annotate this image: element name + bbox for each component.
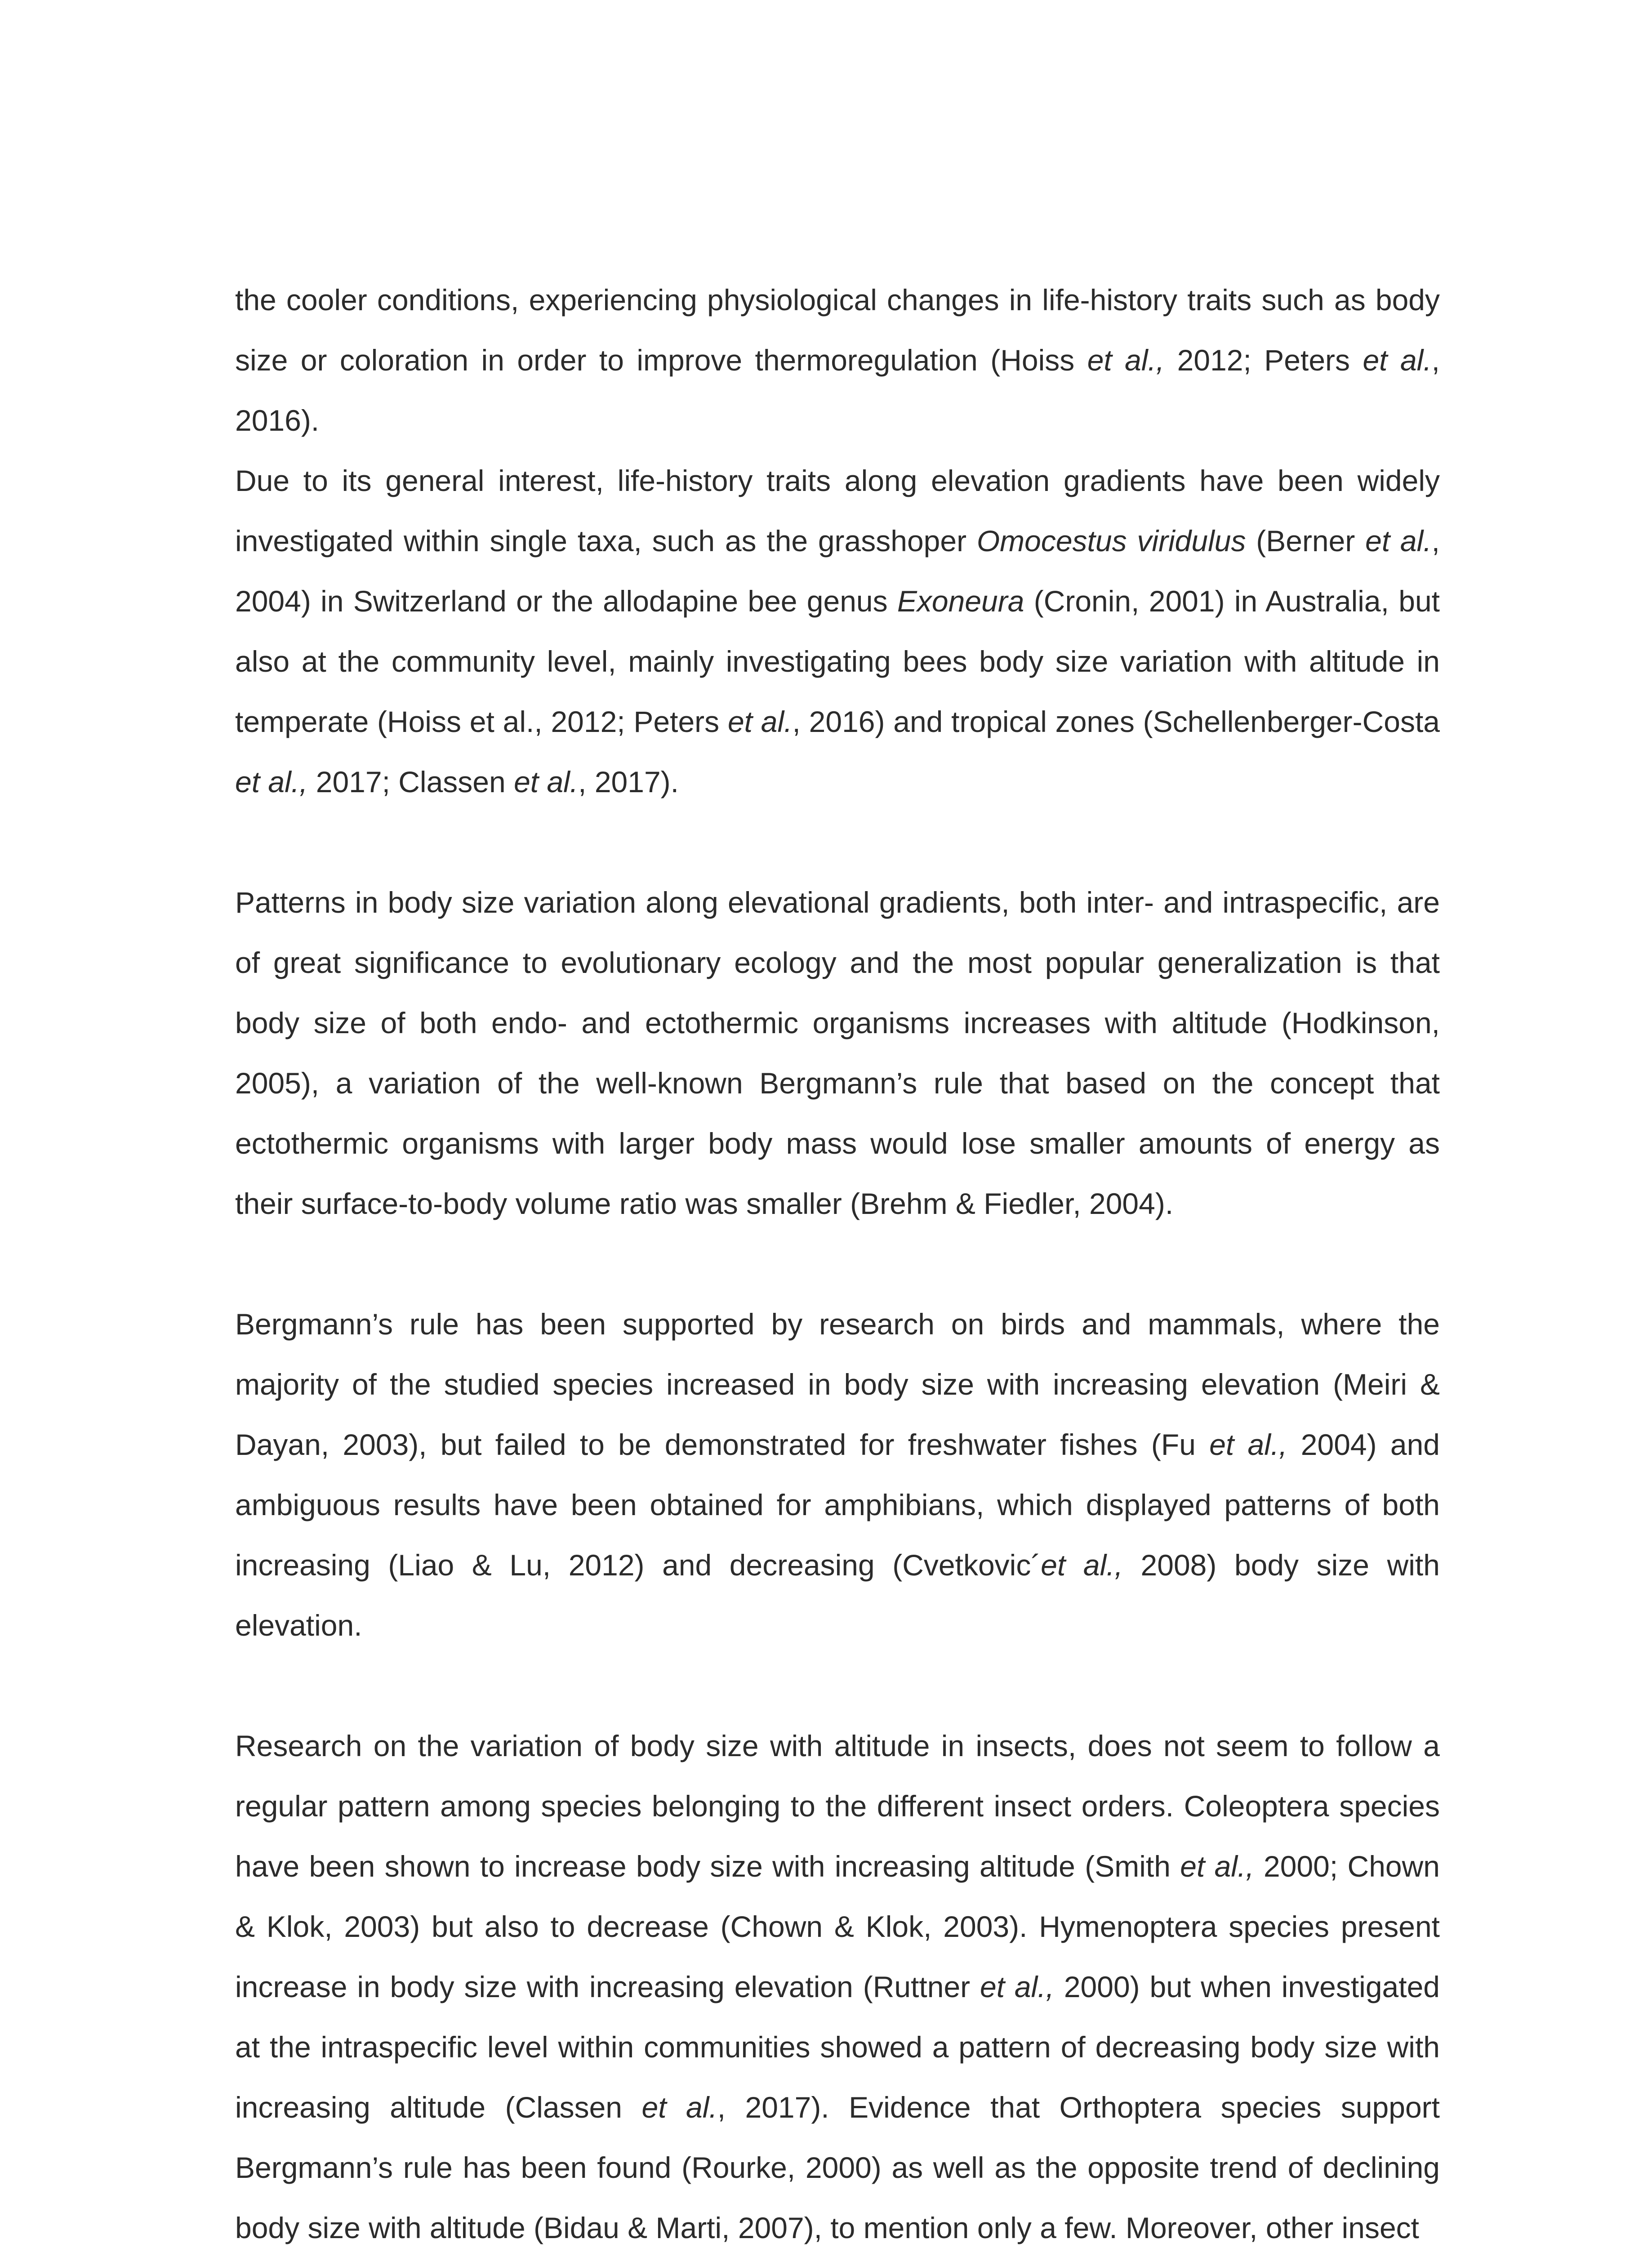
text-segment: Research on the variation of body size with altitude in insects, does not seem to follow a regular pattern among species belonging to the different insect orders. Coleoptera species have been shown to increase body size with increasing altitude (Smith — [235, 1729, 1440, 1883]
text-segment: Patterns in body size variation along elevational gradients, both inter- and intraspecific, are of great significance to evolutionary ecology and the most popular generalization is that body size of both endo- and ectothermic organisms increases with altitude (Hodkinson, 2005), a variation of the well-known Bergmann’s rule that based on the concept that ectothermic organisms with larger body mass would lose smaller amounts of energy as their surface-to-body volume ratio was smaller (Brehm & Fiedler, 2004). — [235, 886, 1440, 1220]
paragraph-5 — [235, 1716, 1440, 2248]
text-segment: , 2017). Evidence that Orthoptera species support Bergmann’s rule has been found (Rourke, 2000) as well as the opposite trend of declining body size with altitude (Bidau & Marti, 2007), to mention only a few. Moreover, other insect — [235, 2091, 1440, 2244]
text-segment: , 2016) and tropical zones (Schellenberger-Costa — [792, 705, 1440, 738]
text-segment: 2004) and ambiguous results have been obtained for amphibians, which displayed patterns of both increasing (Liao & Lu, 2012) and decreasing (Cvetkovic´ — [235, 1428, 1440, 1582]
citation-italic: et al. — [514, 765, 579, 798]
citation-italic: et al., — [1209, 1428, 1287, 1461]
citation-italic: et al., — [1087, 343, 1165, 377]
text-segment: , 2017). — [578, 765, 679, 798]
citation-italic: et al., — [1041, 1548, 1123, 1582]
citation-italic: et al., — [980, 1970, 1054, 2003]
citation-italic: et al. — [641, 2091, 717, 2124]
paragraph-2 — [235, 450, 1440, 812]
text-segment: 2012; Peters — [1164, 343, 1363, 377]
paragraph-1 — [235, 270, 1440, 450]
text-segment: the cooler conditions, experiencing physiological changes in life-history traits such as body size or coloration in order to improve thermoregulation (Hoiss — [235, 283, 1440, 377]
genus-name-italic: Exoneura — [897, 584, 1024, 618]
text-segment: Bergmann’s rule has been supported by research on birds and mammals, where the majority of the studied species increased in body size with increasing elevation (Meiri & Dayan, 2003), but failed to be demonstrated for freshwater fishes (Fu — [235, 1307, 1440, 1461]
paragraph-3 — [235, 872, 1440, 1234]
text-segment: , 2004) in Switzerland or the allodapine bee genus — [235, 524, 1440, 618]
text-segment: (Cronin, 2001) in Australia, but also at the community level, mainly investigating bees body size variation with altitude in temperate (Hoiss et al., 2012; Peters — [235, 584, 1440, 738]
citation-italic: et al. — [1363, 343, 1432, 377]
text-segment: Due to its general interest, life-history traits along elevation gradients have been widely investigated within single taxa, such as the grasshoper — [235, 464, 1440, 558]
text-segment: , 2016). — [235, 343, 1440, 437]
species-name-italic: Omocestus viridulus — [976, 524, 1246, 558]
body-text — [235, 270, 1440, 2248]
citation-italic: et al. — [727, 705, 793, 738]
text-segment: 2008) body size with elevation. — [235, 1548, 1440, 1642]
citation-italic: et al., — [1180, 1850, 1254, 1883]
text-segment: 2000) but when investigated at the intraspecific level within communities showed a pattern of decreasing body size with increasing altitude (Classen — [235, 1970, 1440, 2124]
paragraph-4 — [235, 1294, 1440, 1655]
citation-italic: et al. — [1365, 524, 1432, 558]
text-segment: 2017; Classen — [307, 765, 514, 798]
text-segment: 2000; Chown & Klok, 2003) but also to decrease (Chown & Klok, 2003). Hymenoptera species present increase in body size with increasing elevation (Ruttner — [235, 1850, 1440, 2003]
citation-italic: et al., — [235, 765, 308, 798]
text-segment: (Berner — [1246, 524, 1366, 558]
